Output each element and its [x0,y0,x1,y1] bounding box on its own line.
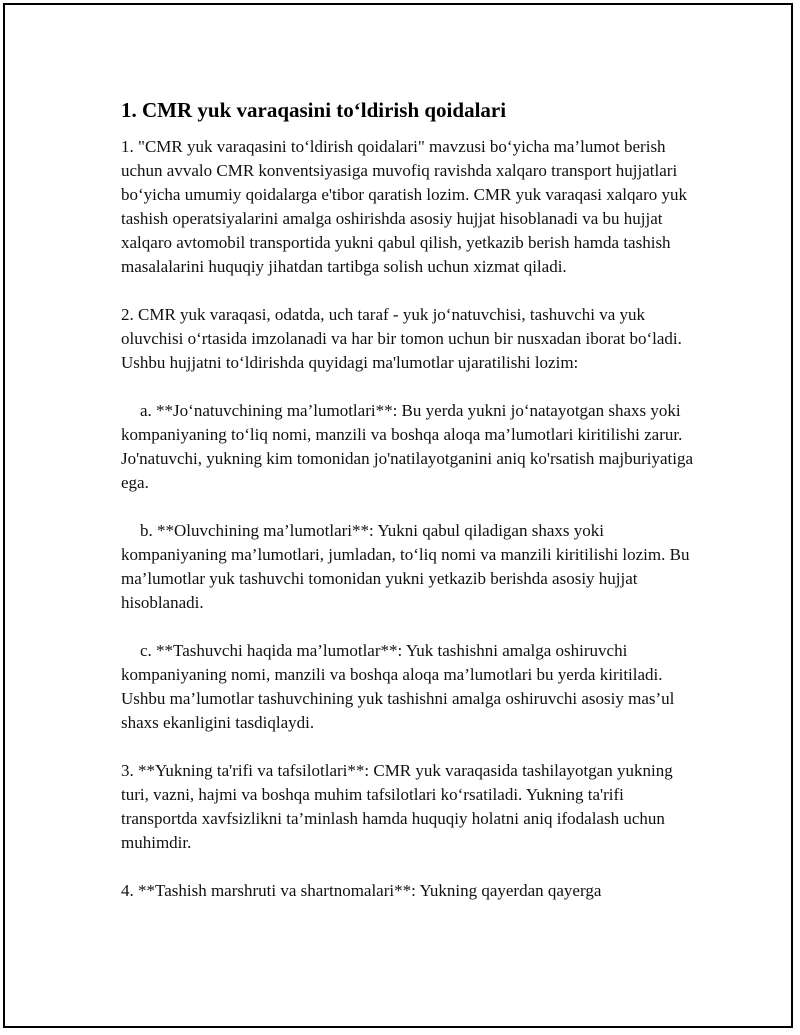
paragraph-2c: c. **Tashuvchi haqida ma’lumotlar**: Yuk tashishni amalga oshiruvchi kompaniyaning nomi, manzili va boshqa aloqa ma’lumotlari bu yerda kiritiladi. Ushbu ma’lumotlar tashuvchining yuk tashishni amalga oshiruvchi asosiy mas’ul shaxs ekanligini tasdiqlaydi. [121,641,675,732]
paragraph-2a: a. **Jo‘natuvchining ma’lumotlari**: Bu yerda yukni jo‘natayotgan shaxs yoki kompaniyaning to‘liq nomi, manzili va boshqa aloqa ma’lumotlari kiritilishi zarur. Jo'natuvchi, yukning kim tomonidan jo'natilayotganini aniq ko'rsatish majburiyatiga ega. [121,401,693,492]
paragraph-1: 1. "CMR yuk varaqasini to‘ldirish qoidalari" mavzusi bo‘yicha ma’lumot berish uchun avvalo CMR konventsiyasiga muvofiq ravishda xalqaro transport hujjatlari bo‘yicha umumiy qoidalarga e'tibor qaratish lozim. CMR yuk varaqasi xalqaro yuk tashish operatsiyalarini amalga oshirishda asosiy hujjat hisoblanadi va bu hujjat xalqaro avtomobil transportida yukni qabul qilish, yetkazib berish hamda tashish masalalarini huquqiy jihatdan tartibga solish uchun xizmat qiladi. [121,137,687,276]
paragraph-4: 4. **Tashish marshruti va shartnomalari**: Yukning qayerdan qayerga [121,881,602,900]
document-body [121,95,701,927]
document-page [3,3,793,1028]
paragraph-2: 2. CMR yuk varaqasi, odatda, uch taraf - yuk jo‘natuvchisi, tashuvchi va yuk oluvchisi o‘rtasida imzolanadi va har bir tomon uchun bir nusxadan iborat bo‘ladi. Ushbu hujjatni to‘ldirishda quyidagi ma'lumotlar ujaratilishi lozim: [121,305,682,372]
paragraph-3: 3. **Yukning ta'rifi va tafsilotlari**: CMR yuk varaqasida tashilayotgan yukning turi, vazni, hajmi va boshqa muhim tafsilotlari ko‘rsatiladi. Yukning ta'rifi transportda xavfsizlikni ta’minlash hamda huquqiy holatni aniq ifodalash uchun muhimdir. [121,761,673,852]
document-title: 1. CMR yuk varaqasini to‘ldirish qoidalari [121,98,507,122]
paragraph-2b: b. **Oluvchining ma’lumotlari**: Yukni qabul qiladigan shaxs yoki kompaniyaning ma’lumotlari, jumladan, to‘liq nomi va manzili kiritilishi lozim. Bu ma’lumotlar yuk tashuvchi tomonidan yukni yetkazib berishda asosiy hujjat hisoblanadi. [121,521,690,612]
